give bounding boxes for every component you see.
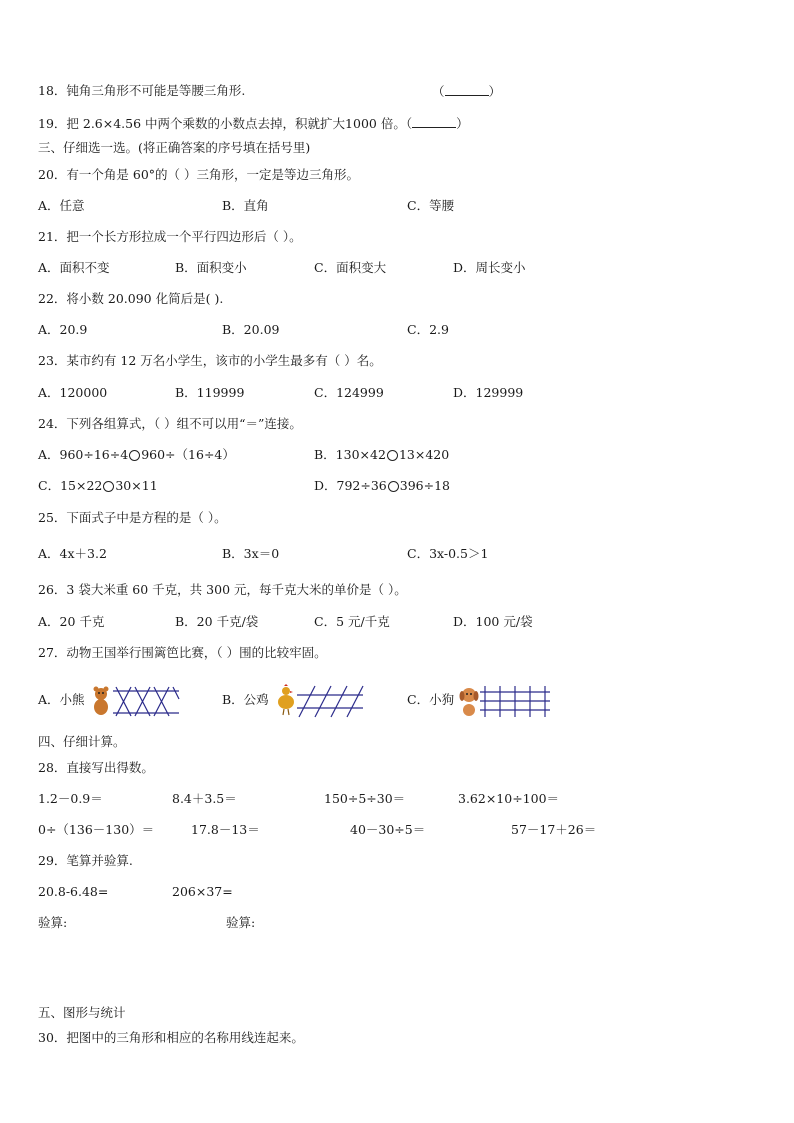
circle-blank-icon bbox=[388, 481, 399, 492]
q22-option-b[interactable]: B．20.09 bbox=[222, 322, 280, 337]
fence-cross-icon bbox=[113, 687, 179, 716]
calc-item: 8.4＋3.5＝ bbox=[172, 791, 237, 806]
q27-option-a[interactable]: A．小熊 bbox=[38, 692, 85, 707]
question-24: 24．下列各组算式，（ ）组不可以用“＝”连接。 bbox=[38, 416, 302, 431]
q20-option-a[interactable]: A．任意 bbox=[38, 198, 85, 213]
rooster-fence-figure bbox=[275, 684, 365, 718]
section-4-heading: 四、仔细计算。 bbox=[38, 734, 126, 749]
calc-item: 57－17＋26＝ bbox=[511, 822, 597, 837]
q21-option-d[interactable]: D．周长变小 bbox=[453, 260, 526, 275]
dog-icon bbox=[460, 688, 479, 716]
q20-option-c[interactable]: C．等腰 bbox=[407, 198, 455, 213]
calc-item: 1.2－0.9＝ bbox=[38, 791, 103, 806]
question-25: 25．下面式子中是方程的是（ ）。 bbox=[38, 510, 227, 525]
bear-icon bbox=[94, 687, 109, 716]
q23-option-a[interactable]: A．120000 bbox=[38, 385, 108, 400]
q24-option-c[interactable]: C．15×22 30×11 bbox=[38, 478, 158, 493]
calc-item: 17.8－13＝ bbox=[191, 822, 260, 837]
written-calc-1: 20.8-6.48= bbox=[38, 884, 109, 899]
question-18-answer[interactable]: （ ） bbox=[432, 84, 502, 99]
answer-blank[interactable] bbox=[412, 115, 456, 128]
question-19: 19．把 2.6×4.56 中两个乘数的小数点去掉，积就扩大1000 倍。（ ） bbox=[38, 116, 469, 131]
q21-option-b[interactable]: B．面积变小 bbox=[175, 260, 247, 275]
check-label-1: 验算: bbox=[38, 915, 68, 930]
dog-fence-figure bbox=[458, 684, 552, 718]
q25-option-a[interactable]: A．4x＋3.2 bbox=[38, 546, 107, 561]
q20-option-b[interactable]: B．直角 bbox=[222, 198, 269, 213]
question-19-text: 19．把 2.6×4.56 中两个乘数的小数点去掉，积就扩大1000 倍。 bbox=[38, 116, 406, 131]
fence-grid-icon bbox=[480, 686, 550, 717]
question-20: 20．有一个角是 60°的（ ）三角形，一定是等边三角形。 bbox=[38, 167, 360, 182]
circle-blank-icon bbox=[387, 450, 398, 461]
answer-blank[interactable] bbox=[445, 83, 489, 96]
calc-item: 3.62×10÷100＝ bbox=[458, 791, 560, 806]
q24-option-b[interactable]: B．130×42 13×420 bbox=[314, 447, 450, 462]
circle-blank-icon bbox=[103, 481, 114, 492]
q27-option-b[interactable]: B．公鸡 bbox=[222, 692, 269, 707]
q23-option-d[interactable]: D．129999 bbox=[453, 385, 524, 400]
written-calc-2: 206×37= bbox=[172, 884, 233, 899]
q23-option-b[interactable]: B．119999 bbox=[175, 385, 245, 400]
q25-option-b[interactable]: B．3x＝0 bbox=[222, 546, 280, 561]
question-26: 26．3 袋大米重 60 千克，共 300 元，每千克大米的单价是（ ）。 bbox=[38, 582, 407, 597]
check-label-2: 验算: bbox=[226, 915, 256, 930]
q26-option-d[interactable]: D．100 元/袋 bbox=[453, 614, 533, 629]
q22-option-c[interactable]: C．2.9 bbox=[407, 322, 449, 337]
question-18 bbox=[38, 83, 245, 99]
fence-slant-icon bbox=[297, 686, 363, 717]
question-29: 29．笔算并验算. bbox=[38, 853, 133, 868]
question-21: 21．把一个长方形拉成一个平行四边形后（ ）。 bbox=[38, 229, 302, 244]
question-22: 22．将小数 20.090 化简后是( ). bbox=[38, 291, 224, 306]
question-23: 23．某市约有 12 万名小学生，该市的小学生最多有（ ）名。 bbox=[38, 353, 382, 368]
question-28: 28．直接写出得数。 bbox=[38, 760, 154, 775]
q23-option-c[interactable]: C．124999 bbox=[314, 385, 384, 400]
q24-option-a[interactable]: A．960÷16÷4 960÷（16÷4） bbox=[38, 447, 235, 462]
q24-option-d[interactable]: D．792÷36 396÷18 bbox=[314, 478, 451, 493]
q25-option-c[interactable]: C．3x-0.5＞1 bbox=[407, 546, 489, 561]
question-27: 27．动物王国举行围篱笆比赛，（ ）围的比较牢固。 bbox=[38, 645, 327, 660]
q21-option-c[interactable]: C．面积变大 bbox=[314, 260, 387, 275]
section-5-heading: 五、图形与统计 bbox=[38, 1005, 126, 1020]
section-3-heading: 三、仔细选一选。(将正确答案的序号填在括号里) bbox=[38, 140, 311, 155]
rooster-icon bbox=[278, 684, 294, 715]
q22-option-a[interactable]: A．20.9 bbox=[38, 322, 88, 337]
question-18-text: 18．钝角三角形不可能是等腰三角形. bbox=[38, 83, 246, 98]
question-30: 30．把图中的三角形和相应的名称用线连起来。 bbox=[38, 1030, 304, 1045]
q26-option-c[interactable]: C．5 元/千克 bbox=[314, 614, 390, 629]
calc-item: 40－30÷5＝ bbox=[350, 822, 426, 837]
calc-item: 150÷5÷30＝ bbox=[324, 791, 406, 806]
q21-option-a[interactable]: A．面积不变 bbox=[38, 260, 110, 275]
q27-option-c[interactable]: C．小狗 bbox=[407, 692, 455, 707]
circle-blank-icon bbox=[129, 450, 140, 461]
q26-option-a[interactable]: A．20 千克 bbox=[38, 614, 105, 629]
bear-fence-figure bbox=[91, 684, 181, 718]
calc-item: 0÷（136－130）＝ bbox=[38, 822, 155, 837]
q26-option-b[interactable]: B．20 千克/袋 bbox=[175, 614, 259, 629]
